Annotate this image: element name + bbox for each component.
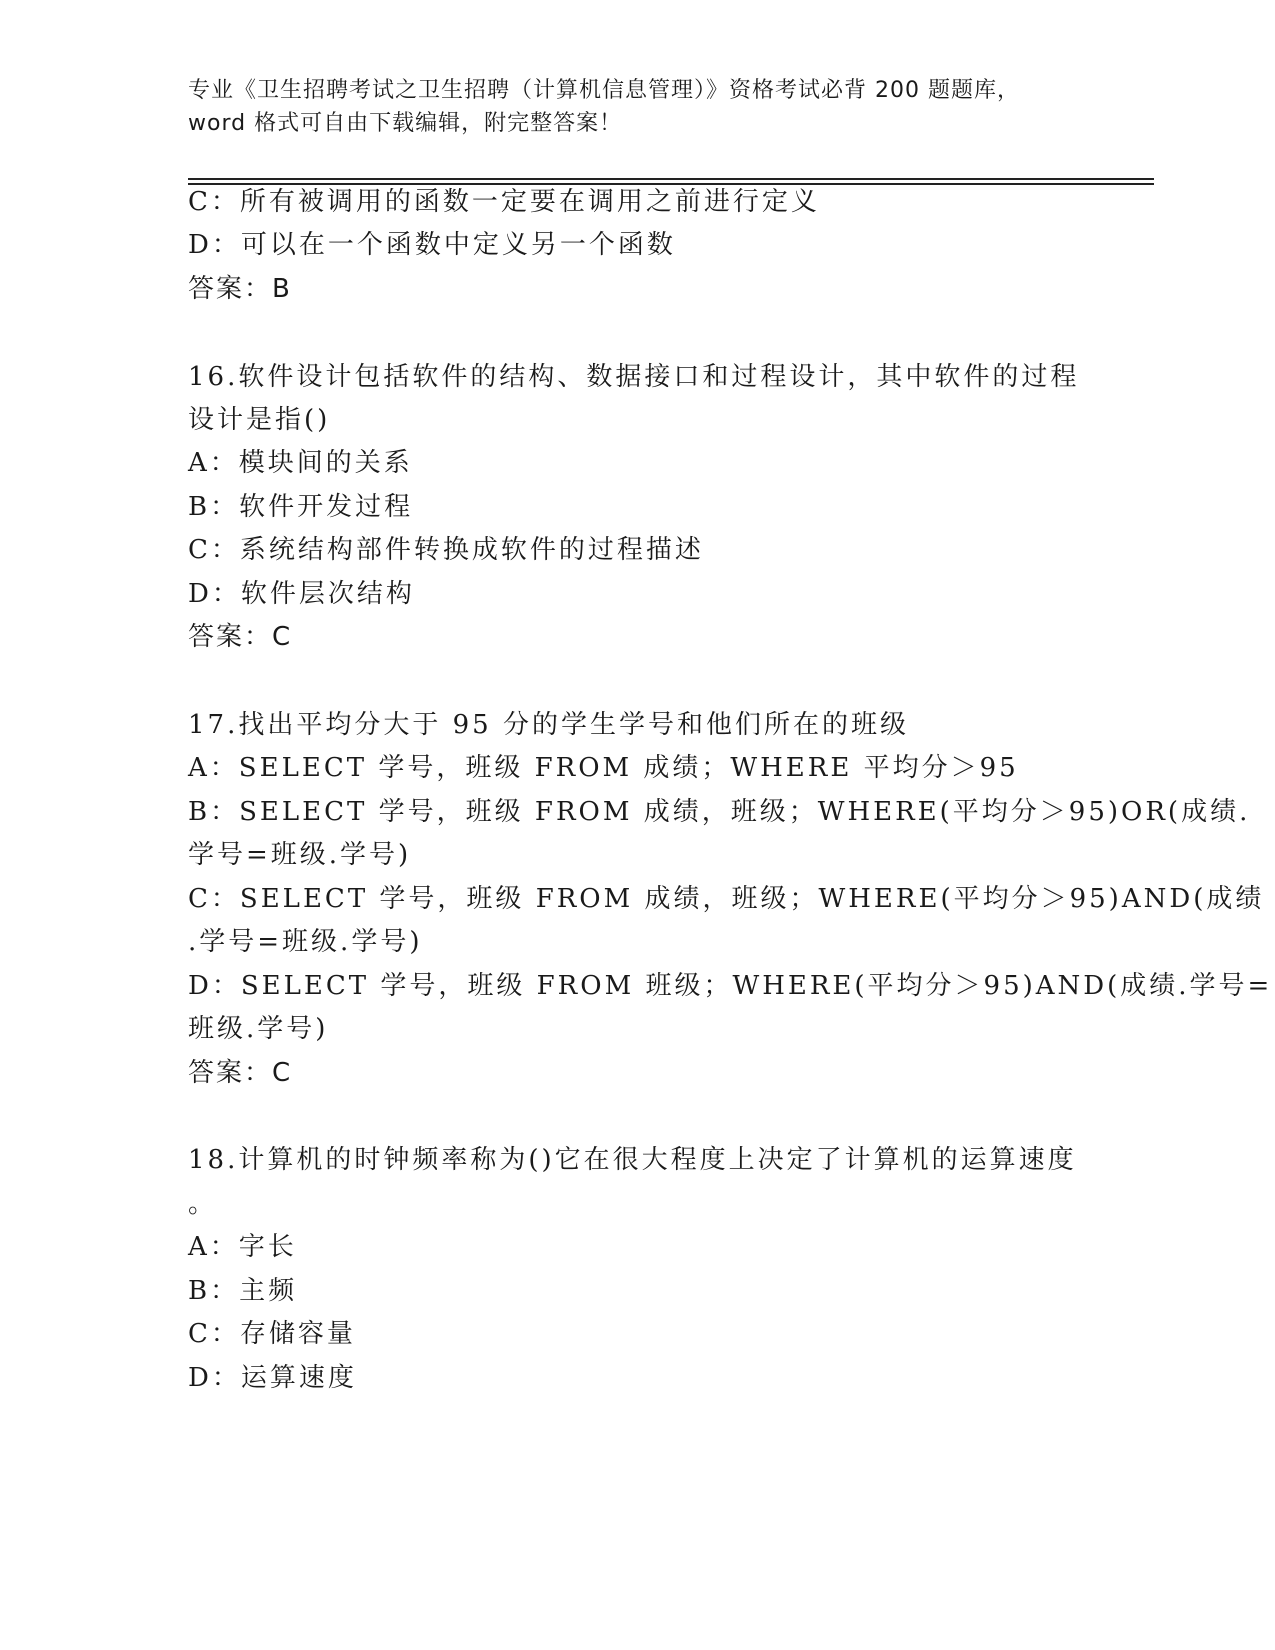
q17-option-c-line-1: C：SELECT 学号，班级 FROM 成绩，班级；WHERE(平均分＞95)AND(成绩 xyxy=(188,884,1265,914)
q15-option-c: C：所有被调用的函数一定要在调用之前进行定义 xyxy=(188,187,820,217)
q18-stem-line-1: 18.计算机的时钟频率称为()它在很大程度上决定了计算机的运算速度 xyxy=(188,1145,1077,1175)
q17-option-b-line-2: 学号=班级.学号) xyxy=(188,840,412,870)
q18-option-b: B：主频 xyxy=(188,1276,298,1306)
q18-option-c: C：存储容量 xyxy=(188,1319,356,1349)
q17-answer: 答案：C xyxy=(188,1058,293,1088)
q16-option-c: C：系统结构部件转换成软件的过程描述 xyxy=(188,535,704,565)
q16-stem-line-1: 16.软件设计包括软件的结构、数据接口和过程设计，其中软件的过程 xyxy=(188,362,1080,392)
q17-option-a: A：SELECT 学号，班级 FROM 成绩；WHERE 平均分＞95 xyxy=(188,753,1019,783)
header-divider-top xyxy=(188,178,1154,180)
q17-option-d-line-1: D：SELECT 学号，班级 FROM 班级；WHERE(平均分＞95)AND(成绩.学号= xyxy=(188,971,1273,1001)
q17-option-c-line-2: .学号=班级.学号) xyxy=(188,927,423,957)
q16-option-d: D：软件层次结构 xyxy=(188,579,415,609)
header-title-line-1: 专业《卫生招聘考试之卫生招聘（计算机信息管理）》资格考试必背 200 题题库， xyxy=(188,78,1020,103)
q15-option-d: D：可以在一个函数中定义另一个函数 xyxy=(188,230,676,260)
q16-option-b: B：软件开发过程 xyxy=(188,492,414,522)
document-header xyxy=(188,74,1088,140)
q17-option-d-line-2: 班级.学号) xyxy=(188,1014,329,1044)
q16-stem-line-2: 设计是指() xyxy=(188,405,331,435)
q18-stem-line-2: 。 xyxy=(188,1189,218,1219)
q17-stem: 17.找出平均分大于 95 分的学生学号和他们所在的班级 xyxy=(188,710,909,740)
q18-option-d: D：运算速度 xyxy=(188,1363,357,1393)
q18-option-a: A：字长 xyxy=(188,1232,297,1262)
q17-option-b-line-1: B：SELECT 学号，班级 FROM 成绩，班级；WHERE(平均分＞95)OR(成绩. xyxy=(188,797,1251,827)
header-title-line-2: word 格式可自由下载编辑，附完整答案！ xyxy=(188,111,623,136)
q16-answer: 答案：C xyxy=(188,622,293,652)
q15-answer: 答案：B xyxy=(188,274,292,304)
q16-option-a: A：模块间的关系 xyxy=(188,448,413,478)
